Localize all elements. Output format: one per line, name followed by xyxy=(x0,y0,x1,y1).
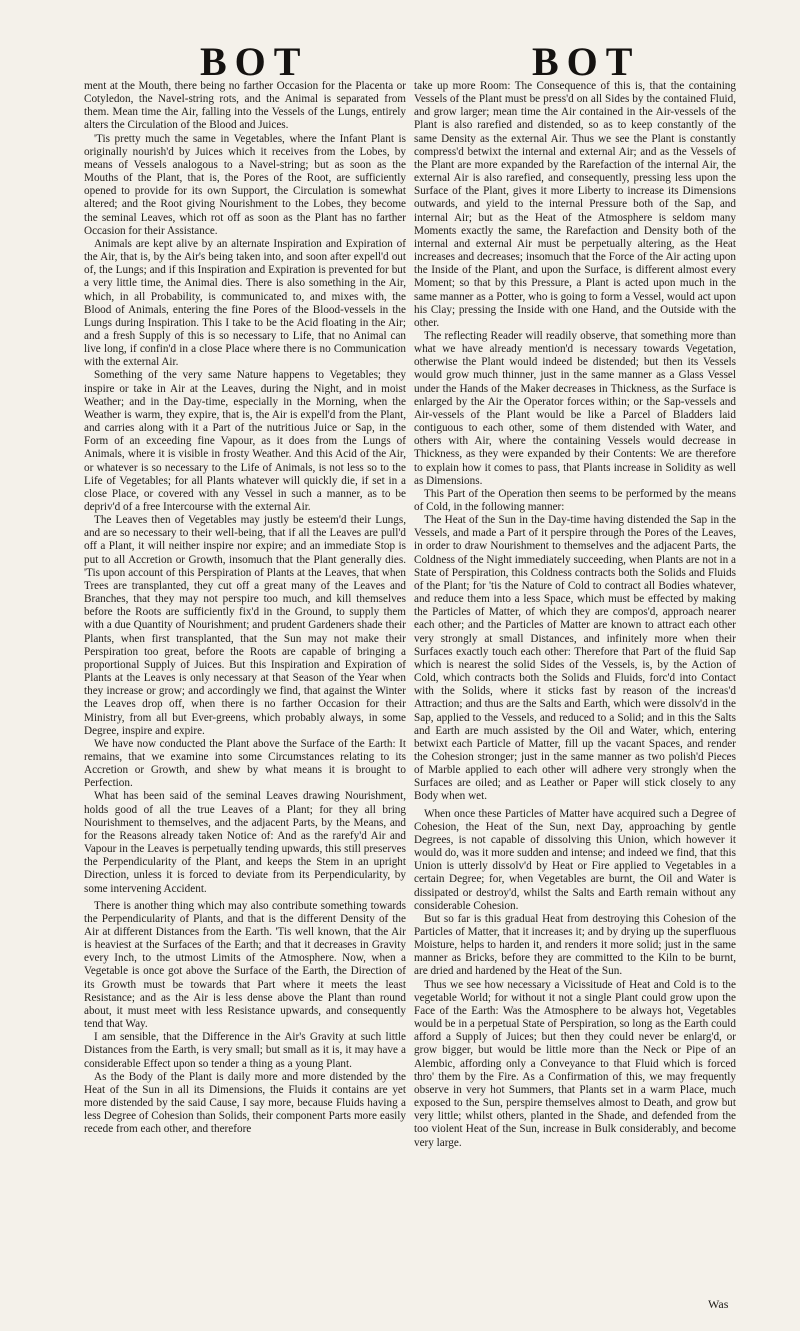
text-column-left xyxy=(84,80,406,1137)
paragraph: When once these Particles of Matter have acquired such a Degree of Cohesion, the Heat of the Sun, next Day, approaching by gentle Degrees, is not capable of dissolving this Union, which however it would do, was it more sudden and intense; and indeed we find, that this Union is utterly dissolv'd by Heat or Fire applied to Vegetables in a certain Degree; for, when Vegetables are burnt, the Oil and Water is dissipated or destroy'd, whilst the Salts and Earth remain without any considerable Cohesion. xyxy=(414,807,736,912)
paragraph: The Heat of the Sun in the Day-time having distended the Sap in the Vessels, and made a Part of it perspire through the Pores of the Leaves, in order to draw Nourishment to themselves and the adjacent Parts, the Coldness of the Night immediately succeeding, when Plants are not in a State of Perspiration, this Coldness contracts both the Solids and Fluids of the Plant; for 'tis the Nature of Cold to contract all Bodies whatever, and reduce them into a less Space, which must be effected by making the Particles of Matter, of which they are compos'd, approach nearer each other; and the Particles of Matter are known to attract each other very strongly at small Distances, and infinitely more when their Surfaces exactly touch each other: Therefore that Part of the fluid Sap which is nearest the solid Sides of the Vessels, is, by the Action of Cold, which contracts both the Solids and Fluids, forc'd into Contact with the Solids, where it sticks fast by reason of the increas'd Attraction; and thus are the Salts and Earth, which were dissolv'd in the Sap, applied to the Vessels, and reduced to a Solid; and in this the Salts and Earth are much assisted by the Oil and Water, which, entering betwixt each Particle of Matter, fill up the vacant Spaces, and render the Cohesion stronger; just in the same manner as two polish'd Pieces of Marble applied to each other will adhere very strongly when the Surfaces are oiled; and as Leather or Paper will stick closely to any Body when wet. xyxy=(414,514,736,803)
paragraph: This Part of the Operation then seems to be performed by the means of Cold, in the following manner: xyxy=(414,487,736,513)
running-head-left: BOT xyxy=(200,39,309,84)
paragraph: I am sensible, that the Difference in the Air's Gravity at such little Distances from the Earth, is very small; but small as it is, it may have a considerable Effect upon so tender a thing as a young Plant. xyxy=(84,1031,406,1070)
paragraph: We have now conducted the Plant above the Surface of the Earth: It remains, that we examine into some Circumstances relating to its Accretion or Growth, and shew by what means it is brought to Perfection. xyxy=(84,737,406,790)
text-column-right xyxy=(414,80,736,1150)
paragraph: Thus we see how necessary a Vicissitude of Heat and Cold is to the vegetable World; for without it not a single Plant could grow upon the Face of the Earth: Was the Atmosphere to be always hot, Vegetables would be in a perpetual State of Perspiration, so long as the Earth could afford a Supply of Juices; but then they could never be enlarg'd, or grow bigger, but would be little more than the Neck or Pipe of an Alembic, affording only a Conveyance to that Fluid which is forced thro' them by the Fire. As a Confirmation of this, we may frequently observe in very hot Summers, that Plants set in a warm Place, much exposed to the Sun, perspire themselves almost to Death, and grow but very little; whilst others, planted in the Shade, and defended from the too violent Heat of the Sun, increase in Bulk considerably, and become very large. xyxy=(414,978,736,1149)
paragraph: The Leaves then of Vegetables may justly be esteem'd their Lungs, and are so necessary to their well-being, that if all the Leaves are pull'd off a Plant, it will neither inspire nor expire; and an immediate Stop is put to all Accretion or Growth, insomuch that the Plant generally dies. 'Tis upon account of this Perspiration of Plants at the Leaves, that when Trees are transplanted, they cut off a great many of the Leaves and Branches, that they may not perspire too much, and kill themselves before the Roots are sufficiently fix'd in the Ground, to supply them with a due Quantity of Nourishment; and prudent Gardeners shade their Plants, when first transplanted, that the Sun may not make their Perspiration too great, before the Roots are capable of bringing a proportional Supply of Juices. But this Inspiration and Expiration of Plants at the Leaves is only necessary at that Season of the Year when they increase or grow; and accordingly we find, that against the Winter the Leaves drop off, when there is no farther Occasion for their Ministry, from all but Ever-greens, which probably always, in some Degree, inspire and expire. xyxy=(84,514,406,737)
paragraph: As the Body of the Plant is daily more and more distended by the Heat of the Sun in all its Dimensions, the Fluids it contains are yet more distended by the said Cause, I say more, because Fluids having a less Degree of Cohesion than Solids, their component Parts more easily recede from each other, and therefore xyxy=(84,1070,406,1136)
paragraph: The reflecting Reader will readily observe, that something more than what we have already mention'd is necessary towards Vegetation, otherwise the Plant would indeed be distended; but then its Vessels would grow much thinner, just in the same manner as a Glass Vessel under the Hands of the Maker decreases in Thickness, as the Surface is enlarged by the Air the Operator forces within; or the Sap-vessels and Air-vessels of the Plant would be like a Parcel of Bladders laid contiguous to each other, some of them distended with Water, and others with Air, where the containing Vessels would decrease in Thickness, as they were expanded by their Contents: We are therefore to explain how it comes to pass, that Plants increase in Solidity as well as Dimensions. xyxy=(414,329,736,487)
paragraph: take up more Room: The Consequence of this is, that the containing Vessels of the Plant must be press'd on all Sides by the contained Fluid, and grow larger; mean time the Air contained in the Air-vessels of the Plant is also rarefied and distended, so as to keep constantly of the same Density as the external Air. Thus we see the Plant is constantly compress'd betwixt the internal and external Air; and as the Vessels of the Plant are more expanded by the Rarefaction of the internal Air, the external Air is also rarefied, and consequently, pressing less upon the Surface of the Plant, gives it more Liberty to increase its Dimensions outwards, and yield to the internal Pressure both of the Sap, and internal Air; but as the Heat of the Atmosphere is seldom many Moments exactly the same, the Rarefaction and Density both of the internal and external Air must be perpetually altering, as the Heat increases and decreases; insomuch that the Force of the Air acting upon the Inside of the Plant, and upon the Surface, is different almost every Moment; so that by this Pressure, a Plant is acted upon much in the same manner as a Potter, who is going to form a Vessel, would act upon his Clay; pressing the Inside with one Hand, and the Outside with the other. xyxy=(414,80,736,329)
paragraph: Something of the very same Nature happens to Vegetables; they inspire or take in Air at the Leaves, during the Night, and in moist Weather; and in the Day-time, especially in the Morning, when the Weather is warm, they expire, that is, the Air is expell'd from the Plant, and carries along with it a Part of the nutritious Juice or Sap, in the Form of an exceeding fine Vapour, as it does from the Lungs of Animals, where it is visible in frosty Weather. And this Acid of the Air, or whatever is so necessary to the Life of Animals, is not less so to the Life of Vegetables; for all Plants whatever will quickly die, if set in a close Place, or covered with any Vessel in such a manner, as to be depriv'd of a free Intercourse with the external Air. xyxy=(84,369,406,513)
paragraph: 'Tis pretty much the same in Vegetables, where the Infant Plant is originally nourish'd by Juices which it receives from the Lobes, by means of Vessels analogous to a Navel-string; but as soon as the Mouths of the Plant, that is, the Pores of the Root, are sufficiently opened to provide for its own Support, the Circulation is somewhat altered; and the Root giving Nourishment to the Lobes, they become the seminal Leaves, which rot off as soon as the Plant has no farther Occasion for their Assistance. xyxy=(84,132,406,237)
catchword: Was xyxy=(708,1297,729,1311)
paragraph: There is another thing which may also contribute something towards the Perpendicularity of Plants, and that is the different Density of the Air at different Distances from the Earth. 'Tis well known, that the Air is heaviest at the Surfaces of the Earth; and that it decreases in Gravity every Inch, to the utmost Limits of the Atmosphere. Now, when a Vegetable is once got above the Surface of the Earth, the Direction of its Growth must be towards that Part where it meets the least Resistance; and as the Air is less dense above the Plant than round about, it must meet with less Resistance upwards, and consequently tend that Way. xyxy=(84,899,406,1031)
paragraph: ment at the Mouth, there being no farther Occasion for the Placenta or Cotyledon, the Navel-string rots, and the Animal is separated from them. Mean time the Air, falling into the Vessels of the Lungs, entirely alters the Circulation of the Blood and Juices. xyxy=(84,80,406,132)
paragraph: Animals are kept alive by an alternate Inspiration and Expiration of the Air, that is, by the Air's being taken into, and soon after expell'd out of, the Lungs; and if this Inspiration and Expiration is prevented for but a very little time, the Animal dies. There is also something in the Air, which, in all Probability, is communicated to, and mixes with, the Blood of Animals, entering the fine Pores of the Blood-vessels in the Lungs during Inspiration. This I take to be the Acid floating in the Air; and a fresh Supply of this is so necessary to Life, that no Animal can live long, if confin'd in a close Place where there is no Communication with the external Air. xyxy=(84,237,406,369)
running-head-right: BOT xyxy=(532,39,641,84)
paragraph: What has been said of the seminal Leaves drawing Nourishment, holds good of all the true Leaves of a Plant; for they all bring Nourishment to themselves, and the adjacent Parts, by the Means, and for the Reasons already taken Notice of: And as the rarefy'd Air and Vapour in the Leaves is perpetually tending upwards, this still preserves the Perpendicularity of the Plant, and keeps the Stem in an upright Direction, unless it is forced to deviate from its Perpendicularity, by some intervening Accident. xyxy=(84,790,406,895)
paragraph: But so far is this gradual Heat from destroying this Cohesion of the Particles of Matter, that it increases it; and by drying up the superfluous Moisture, helps to harden it, and renders it more solid; just in the same manner as Bricks, before they are committed to the Kiln to be burnt, are dried and hardened by the Heat of the Sun. xyxy=(414,912,736,978)
